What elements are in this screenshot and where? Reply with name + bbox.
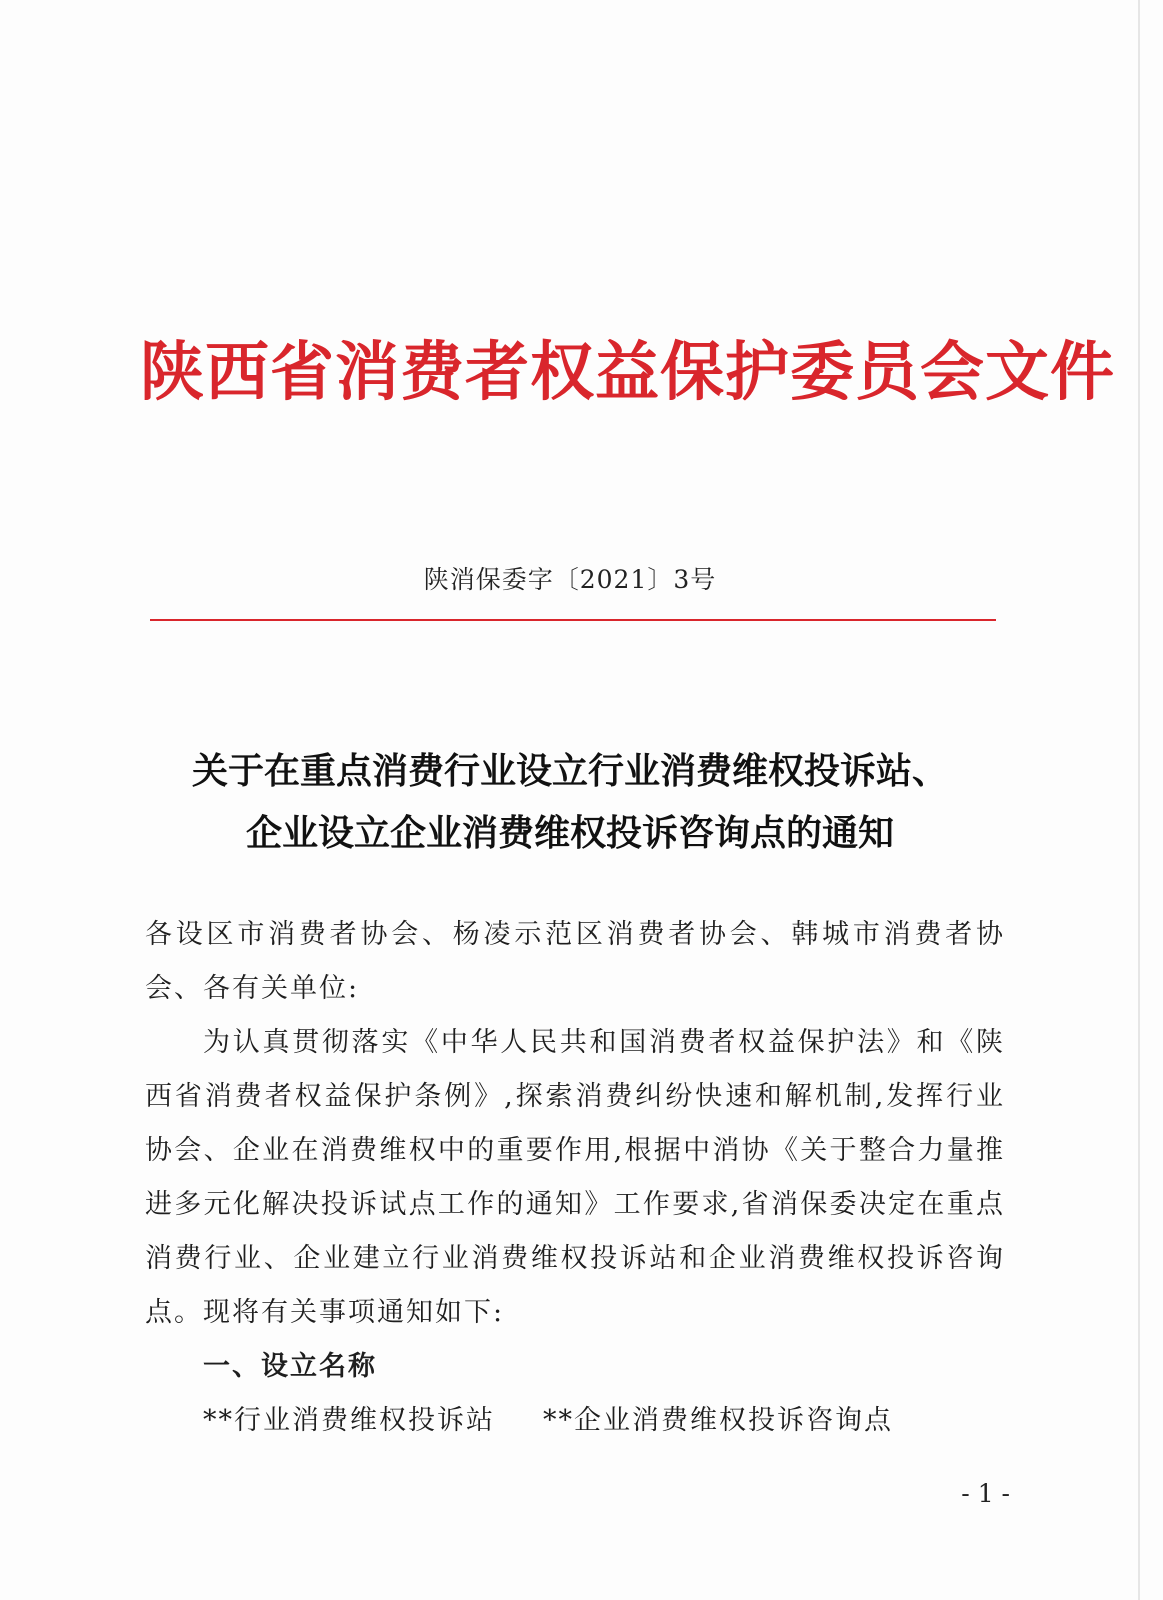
notice-subject-title [140,740,1000,864]
red-separator-line [150,619,996,621]
salutation: 各设区市消费者协会、杨凌示范区消费者协会、韩城市消费者协会、各有关单位: [145,919,1005,1004]
setup-names [145,1394,1005,1448]
issuing-organization-title: 陕西省消费者权益保护委员会文件 [140,335,1115,410]
section-heading-1: 一、设立名称 [203,1351,377,1382]
subject-line-1: 关于在重点消费行业设立行业消费维权投诉站、 [191,750,948,792]
subject-line-2: 企业设立企业消费维权投诉咨询点的通知 [245,812,894,854]
page-number: - 1 - [961,1479,1010,1508]
name-enterprise-point: **企业消费维权投诉咨询点 [543,1405,893,1436]
document-body [145,908,1005,1448]
page-edge-line [1138,0,1140,1600]
document-number: 陕消保委字〔2021〕3号 [423,565,717,594]
name-industry-station: **行业消费维权投诉站 [203,1405,495,1436]
body-paragraph-1: 为认真贯彻落实《中华人民共和国消费者权益保护法》和《陕西省消费者权益保护条例》,探索消费纠纷快速和解机制,发挥行业协会、企业在消费维权中的重要作用,根据中消协《关于整合力量推进多元化解决投诉试点工作的通知》工作要求,省消保委决定在重点消费行业、企业建立行业消费维权投诉站和企业消费维权投诉咨询点。现将有关事项通知如下: [145,1027,1005,1328]
